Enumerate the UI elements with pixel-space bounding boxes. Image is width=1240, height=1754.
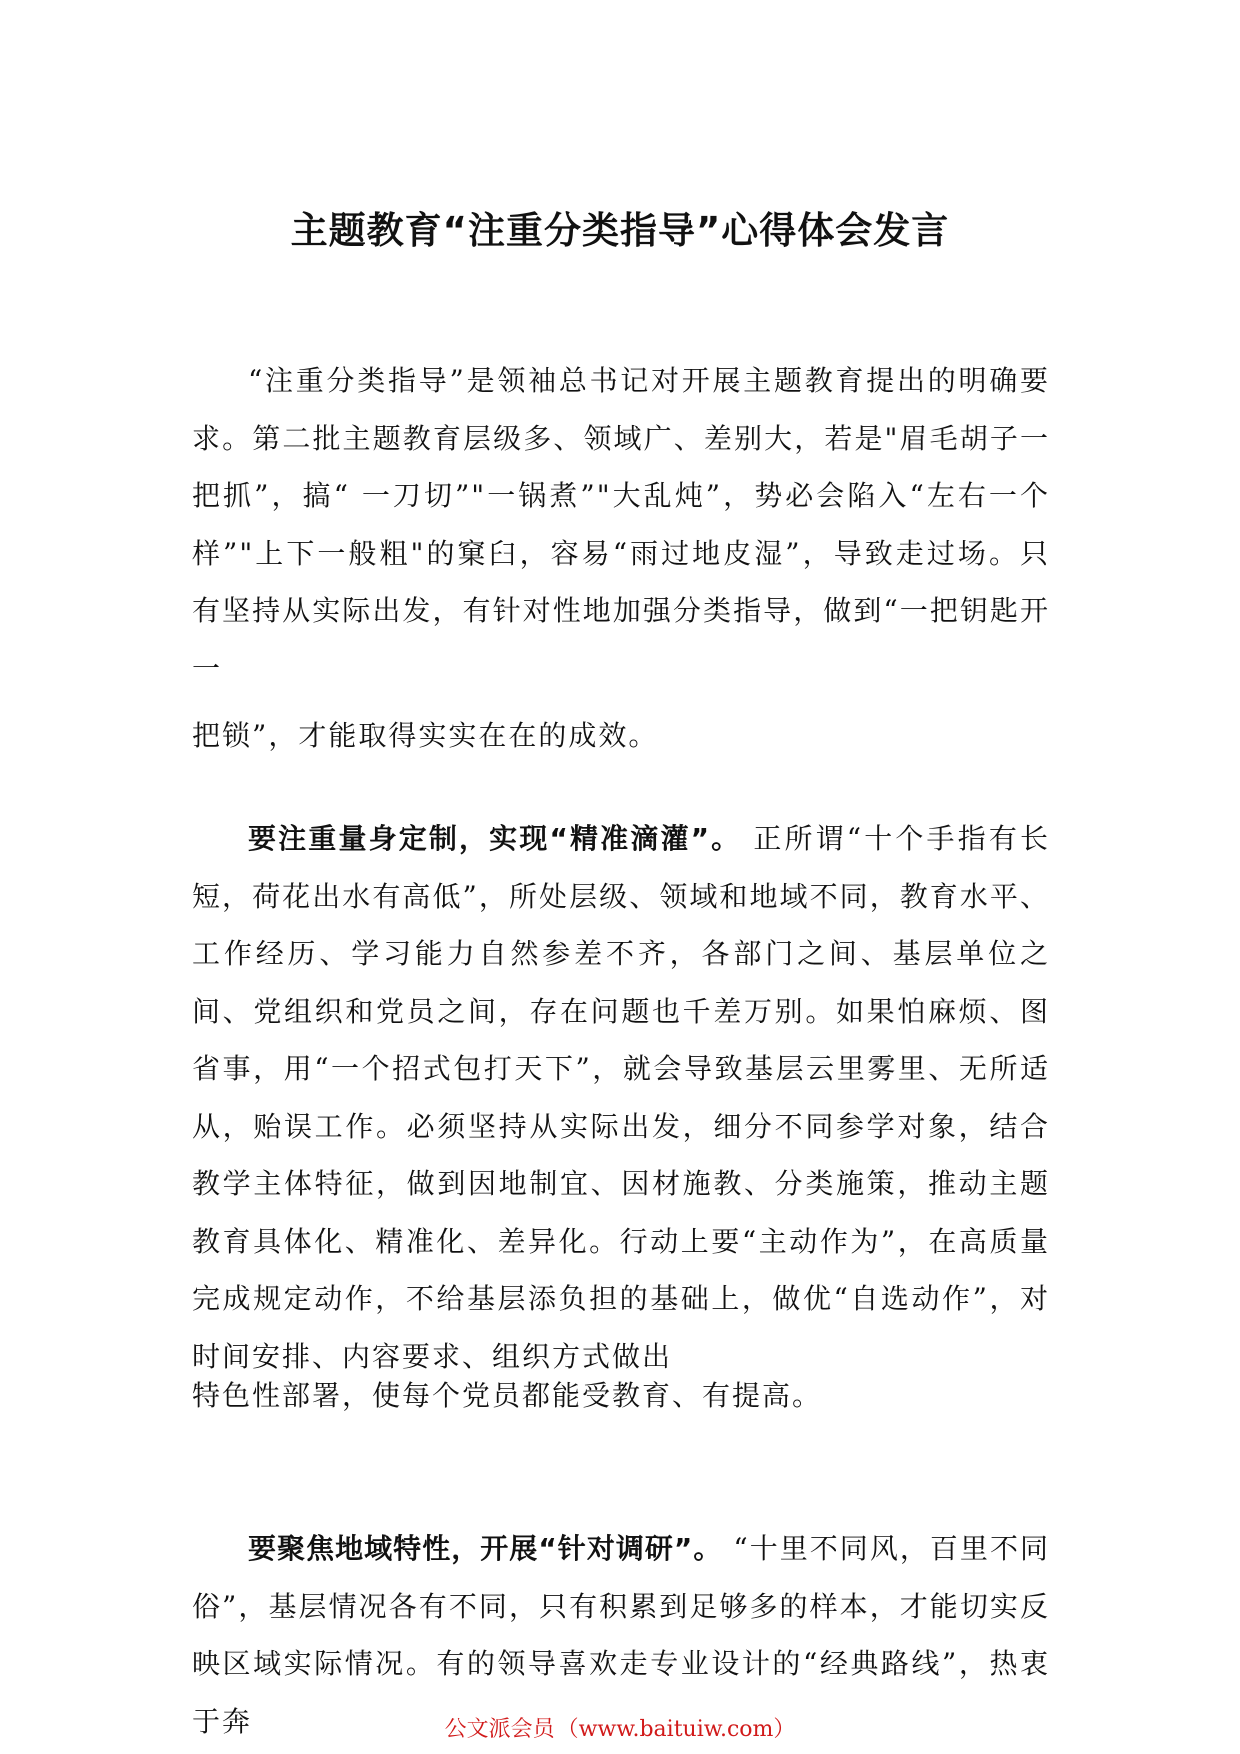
footer-label: 公文派会员 <box>444 1717 555 1742</box>
paragraph-intro-text: “注重分类指导”是领袖总书记对开展主题教育提出的明确要求。第二批主题教育层级多、领域广、差别大，若是"眉毛胡子一把抓”，搞“ 一刀切”"一锅煮”"大乱炖”，势必会陷入“左右一个 样”"上下一般粗"的窠臼，容易“雨过地皮湿”，导致走过场。只 有坚持从实际出发，有针对性地加强分类指导，做到“一把钥匙开一 <box>192 364 1050 685</box>
paragraph-tailored-text: 正所谓“十个手指有长短，荷花出水有高低”，所处层级、领域和地域不同，教育水平、工作经历、学习能力自然参差不齐，各部门之间、基层单位之间、党组织和党员之间，存在问题也千差万别。如果怕麻烦、图省事，用“一个招式包打天下”，就会导致基层云里雾里、无所适从，贻误工作。必须坚持从实际出发，细分不同参学对象，结合教学主体特征，做到因地制宜、因材施教、分类施策，推动主题教育具体化、精准化、差异化。行动上要“主动作为”，在高质量完成规定动作，不给基层添负担的基础上，做优“自选动作”，对时间安排、内容要求、组织方式做出 <box>192 822 1050 1373</box>
paragraph-tailored-tail <box>192 1367 1050 1425</box>
paragraph-tailored-heading: 要注重量身定制，实现“精准滴灌”。 <box>248 822 742 855</box>
paragraph-regional-text: “十里不同风，百里不同俗”，基层情况各有不同，只有积累到足够多的样本，才能切实反映区域实际情况。有的领导喜欢走专业设计的“经典路线”，热衷于奔 <box>192 1532 1051 1738</box>
paragraph-tailored-tail-text: 特色性部署，使每个党员都能受教育、有提高。 <box>192 1379 823 1412</box>
paragraph-intro-tail-text: 把锁”，才能取得实实在在的成效。 <box>192 719 659 752</box>
footer-watermark <box>0 1712 1240 1743</box>
footer-url[interactable]: （www.baituiw.com） <box>556 1717 796 1742</box>
document-title: 主题教育“注重分类指导”心得体会发言 <box>290 209 950 252</box>
paragraph-intro <box>192 352 1050 697</box>
paragraph-tailored <box>192 810 1050 1385</box>
paragraph-intro-tail <box>192 707 1050 765</box>
paragraph-regional-heading: 要聚焦地域特性，开展“针对调研”。 <box>248 1532 723 1565</box>
